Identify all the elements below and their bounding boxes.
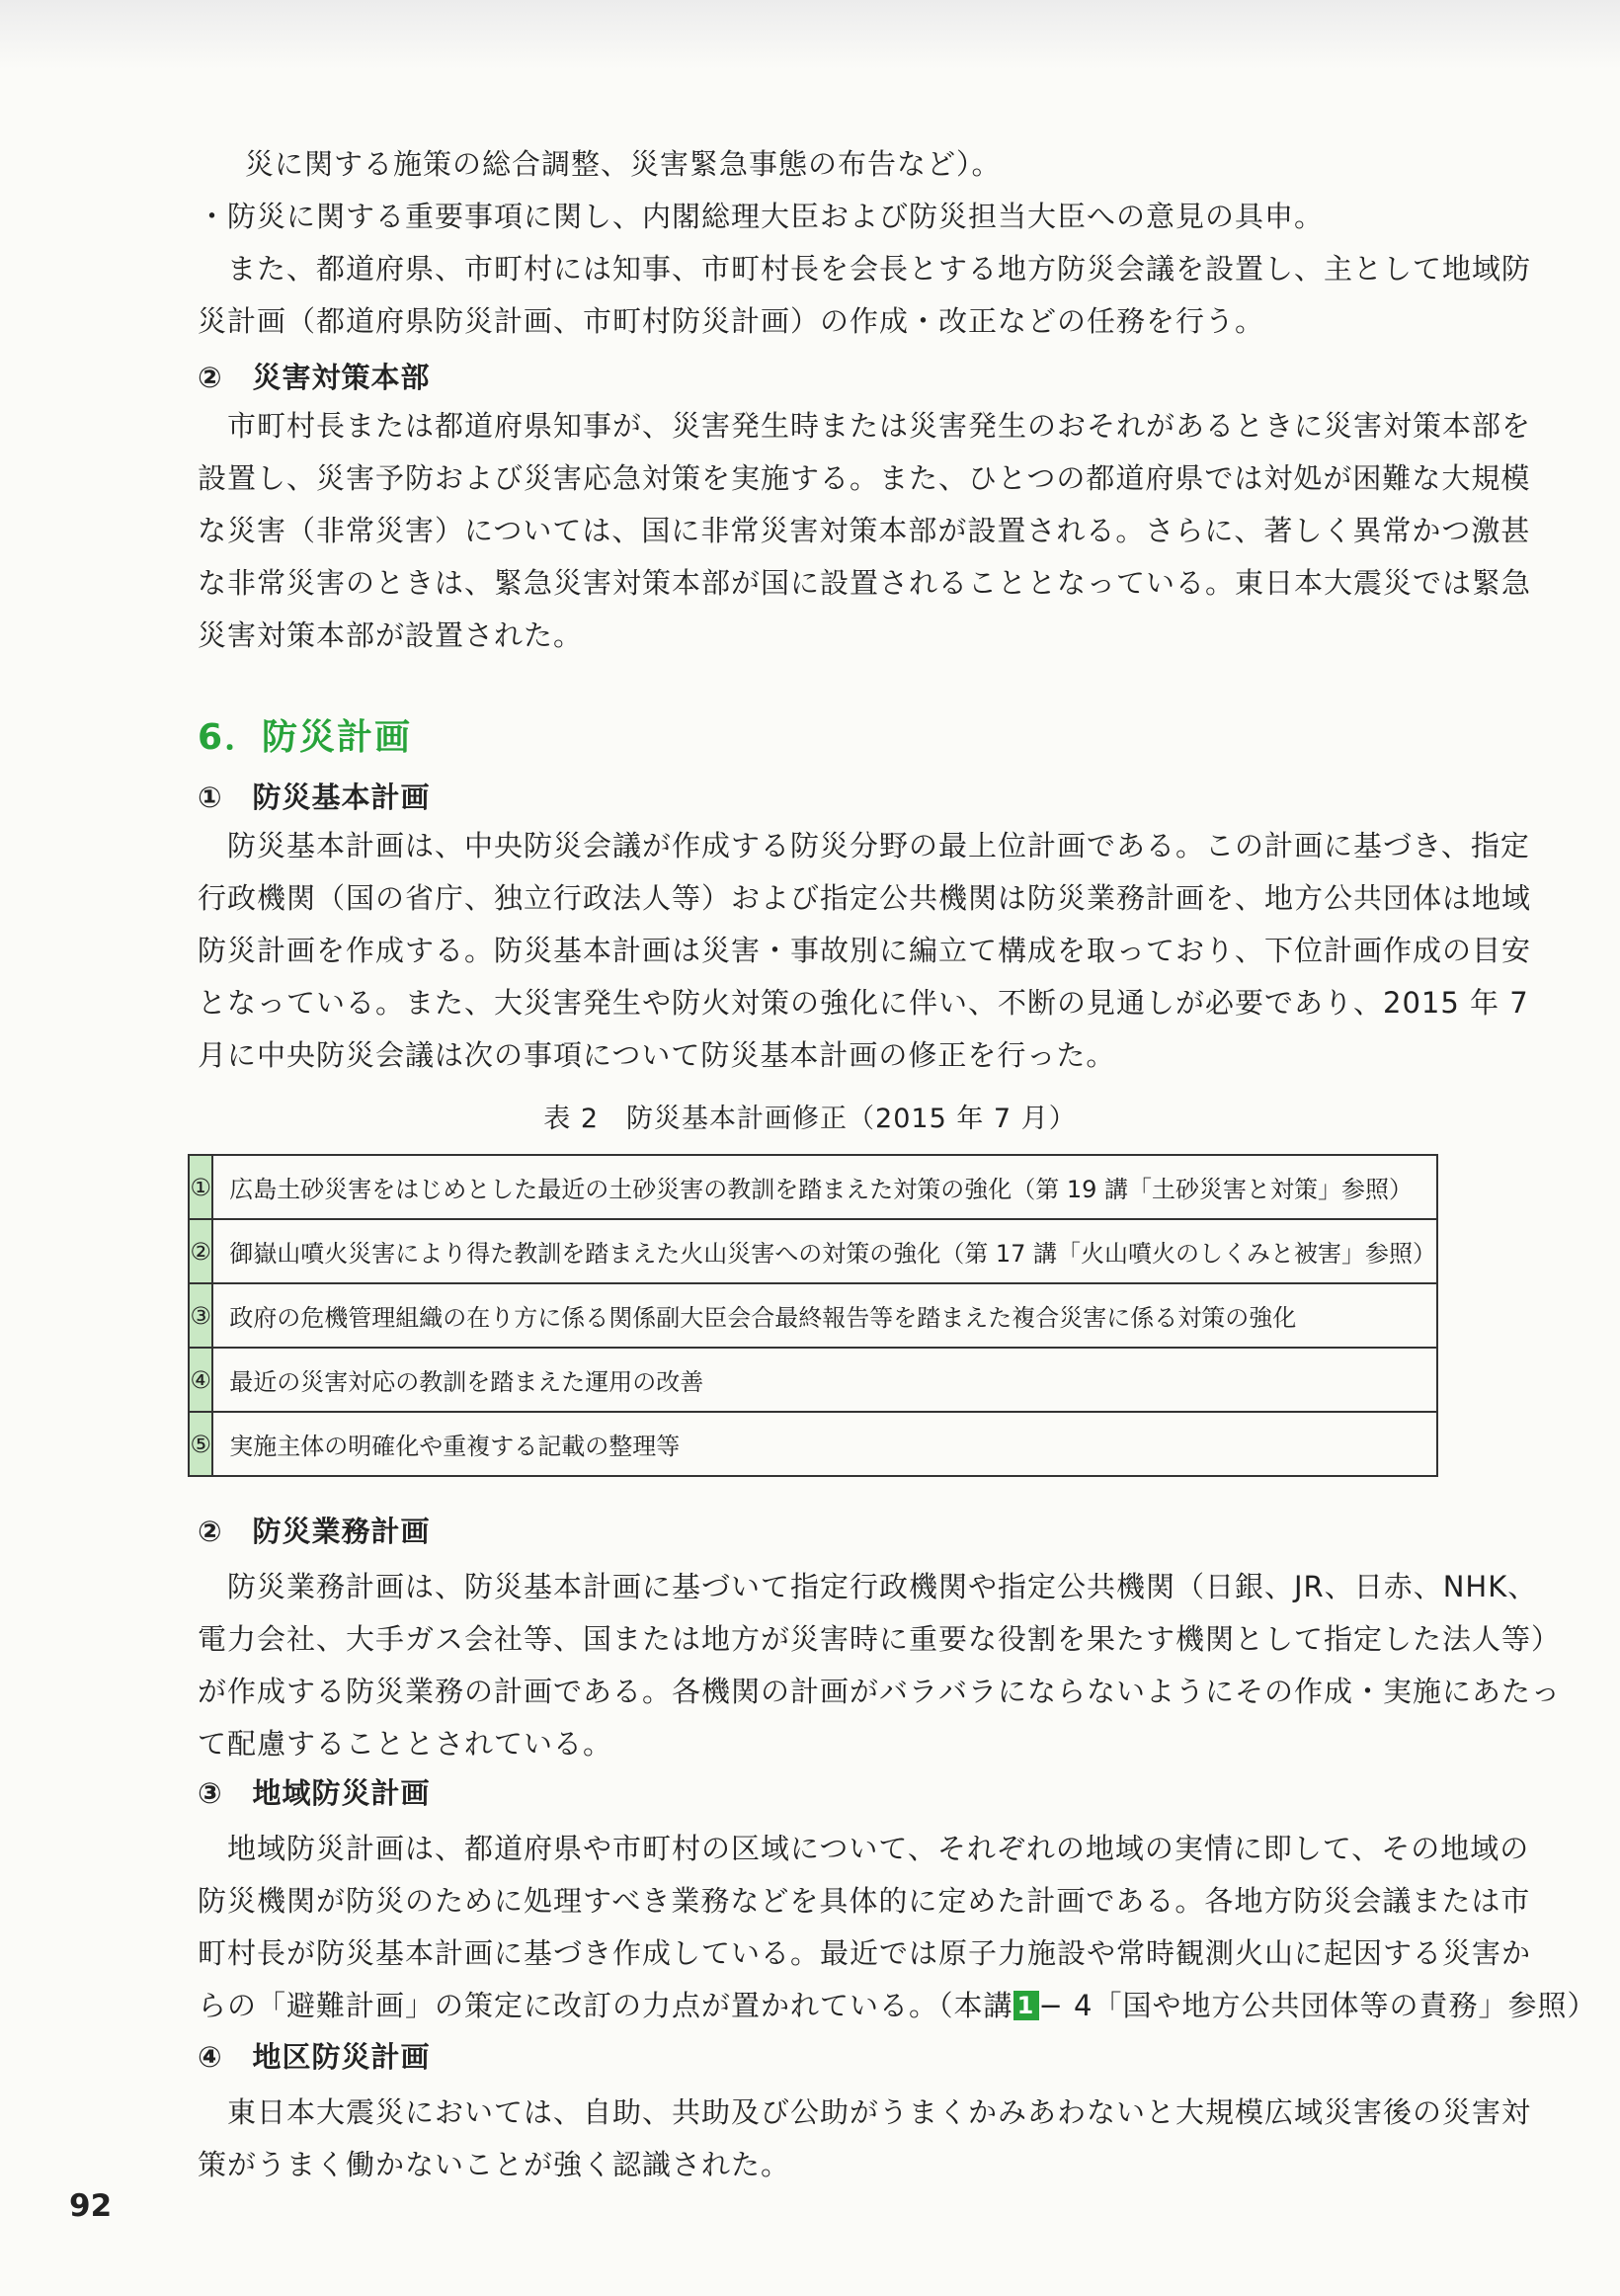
intro-line: 災計画（都道府県防災計画、市町村防災計画）の作成・改正などの任務を行う。	[198, 304, 1265, 338]
heading-chiiki-bosai-keikaku: ③ 地域防災計画	[198, 1776, 431, 1810]
table-row	[189, 1219, 1437, 1283]
row-number: ①	[189, 1155, 212, 1219]
row-number: ②	[189, 1219, 212, 1283]
row-number: ⑤	[189, 1412, 212, 1476]
chiku-paragraph	[198, 2087, 1532, 2191]
page-edge-shadow	[0, 0, 1620, 69]
row-text: 御嶽山噴火災害により得た教訓を踏まえた火山災害への対策の強化（第 17 講「火山噴火のしくみと被害」参照）	[212, 1219, 1437, 1283]
table-row	[189, 1283, 1437, 1348]
heading-bosai-gyomu-keikaku: ② 防災業務計画	[198, 1515, 431, 1548]
row-text: 広島土砂災害をはじめとした最近の土砂災害の教訓を踏まえた対策の強化（第 19 講「土砂災害と対策」参照）	[212, 1155, 1437, 1219]
paragraph-line: な非常災害のときは、緊急災害対策本部が国に設置されることとなっている。東日本大震災では緊急	[198, 566, 1532, 600]
paragraph-line: 設置し、災害予防および災害応急対策を実施する。また、ひとつの都道府県では対処が困難な大規模	[198, 461, 1531, 495]
table-2-caption: 表 2 防災基本計画修正（2015 年 7 月）	[543, 1104, 1077, 1134]
table-2	[188, 1154, 1438, 1477]
paragraph-line: 電力会社、大手ガス会社等、国または地方が災害時に重要な役割を果たす機関として指定した法人等）	[198, 1622, 1562, 1656]
paragraph-line: 月に中央防災会議は次の事項について防災基本計画の修正を行った。	[198, 1038, 1116, 1072]
paragraph-line: 防災基本計画は、中央防災会議が作成する防災分野の最上位計画である。この計画に基づき、指定	[198, 829, 1530, 862]
paragraph-line: 防災業務計画は、防災基本計画に基づいて指定行政機関や指定公共機関（日銀、JR、日赤、NHK、	[198, 1570, 1538, 1603]
paragraph-text: − 4「国や地方公共団体等の責務」参照）	[1038, 1989, 1597, 2022]
paragraph-text: らの「避難計画」の策定に改訂の力点が置かれている。（本講	[198, 1989, 1013, 2022]
paragraph-line: 町村長が防災基本計画に基づき作成している。最近では原子力施設や常時観測火山に起因する災害か	[198, 1936, 1532, 1970]
paragraph-line: 市町村長または都道府県知事が、災害発生時または災害発生のおそれがあるときに災害対策本部を	[198, 409, 1532, 443]
table-row	[189, 1348, 1437, 1412]
intro-line: また、都道府県、市町村には知事、市町村長を会長とする地方防災会議を設置し、主として地域防	[198, 252, 1532, 286]
paragraph-line: て配慮することとされている。	[198, 1727, 613, 1761]
row-text: 政府の危機管理組織の在り方に係る関係副大臣会合最終報告等を踏まえた複合災害に係る対策の強化	[212, 1283, 1437, 1348]
row-number: ③	[189, 1283, 212, 1348]
table-row	[189, 1155, 1437, 1219]
paragraph-line: 東日本大震災においては、自助、共助及び公助がうまくかみあわないと大規模広域災害後の災害対	[198, 2095, 1532, 2129]
chiiki-paragraph	[198, 1823, 1597, 2032]
table-row	[189, 1412, 1437, 1476]
intro-paragraph	[198, 138, 1532, 348]
paragraph-line	[198, 1980, 1597, 2032]
page-number: 92	[69, 2188, 113, 2224]
heading-bosai-kihon-keikaku: ① 防災基本計画	[198, 780, 431, 814]
paragraph-line: となっている。また、大災害発生や防火対策の強化に伴い、不断の見通しが必要であり、2015 年 7	[198, 986, 1529, 1020]
heading-chiku-bosai-keikaku: ④ 地区防災計画	[198, 2040, 431, 2074]
paragraph-line: 策がうまく働かないことが強く認識された。	[198, 2148, 791, 2181]
paragraph-line: な災害（非常災害）については、国に非常災害対策本部が設置される。さらに、著しく異常かつ激甚	[198, 514, 1531, 547]
row-text: 実施主体の明確化や重複する記載の整理等	[212, 1412, 1437, 1476]
intro-line: ・防災に関する重要事項に関し、内閣総理大臣および防災担当大臣への意見の具申。	[198, 200, 1325, 233]
paragraph-line: 行政機関（国の省庁、独立行政法人等）および指定公共機関は防災業務計画を、地方公共団体は地域	[198, 881, 1532, 915]
heading-saigai-taisaku-honbu: ② 災害対策本部	[198, 361, 431, 394]
paragraph-line: が作成する防災業務の計画である。各機関の計画がバラバラにならないようにその作成・実施にあたっ	[198, 1675, 1562, 1708]
row-text: 最近の災害対応の教訓を踏まえた運用の改善	[212, 1348, 1437, 1412]
gyomu-paragraph	[198, 1561, 1562, 1770]
row-number: ④	[189, 1348, 212, 1412]
chapter-badge: 1	[1013, 1991, 1039, 2020]
paragraph-line: 防災計画を作成する。防災基本計画は災害・事故別に編立て構成を取っており、下位計画作成の目安	[198, 934, 1532, 967]
paragraph-line: 防災機関が防災のために処理すべき業務などを具体的に定めた計画である。各地方防災会議または市	[198, 1884, 1531, 1918]
paragraph-line: 地域防災計画は、都道府県や市町村の区域について、それぞれの地域の実情に即して、その地域の	[198, 1832, 1530, 1865]
paragraph-line: 災害対策本部が設置された。	[198, 618, 584, 652]
kihon-paragraph	[198, 820, 1532, 1082]
section-6-title: 6．防災計画	[198, 717, 413, 758]
intro-line: 災に関する施策の総合調整、災害緊急事態の布告など）。	[245, 147, 1002, 181]
saigai-paragraph	[198, 400, 1532, 662]
